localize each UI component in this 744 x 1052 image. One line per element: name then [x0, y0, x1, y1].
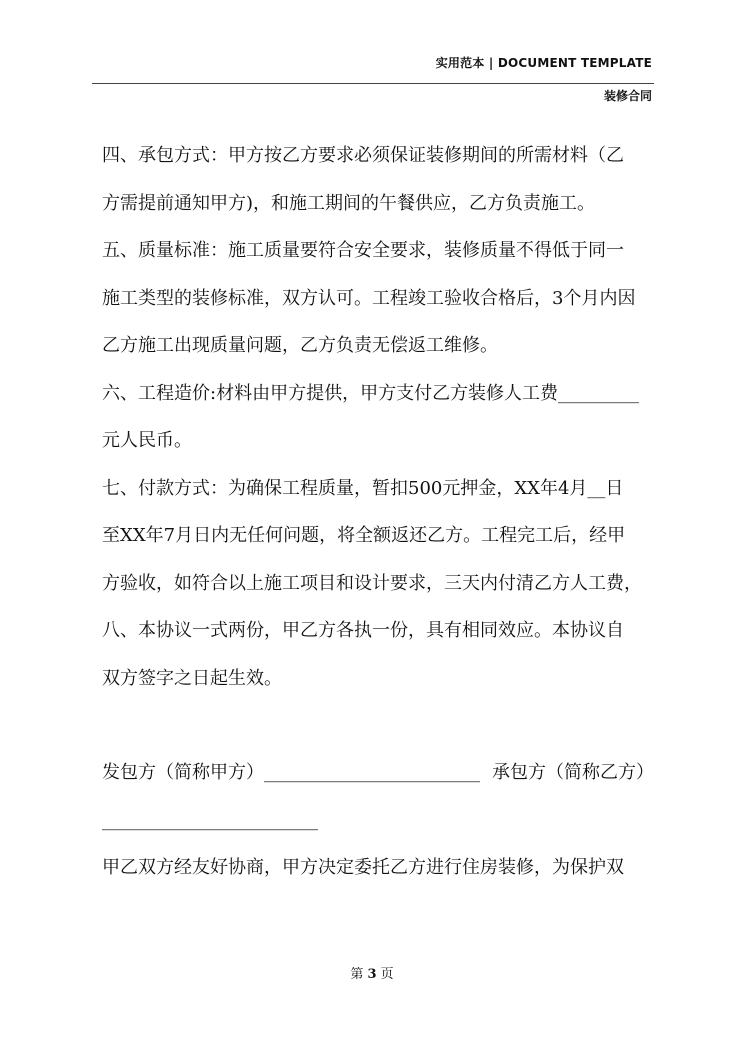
page-number: 3	[367, 967, 377, 982]
document-body	[102, 138, 654, 898]
paragraph-line: 至XX年7月日内无任何问题，将全额返还乙方。工程完工后，经甲	[102, 525, 626, 546]
paragraph-line: 元人民币。	[102, 430, 192, 451]
paragraph-line: 方需提前通知甲方)，和施工期间的午餐供应，乙方负责施工。	[102, 192, 596, 214]
closing-line: 甲乙双方经友好协商，甲方决定委托乙方进行住房装修，为保护双	[102, 857, 624, 878]
paragraph-line: 四、承包方式：甲方按乙方要求必须保证装修期间的所需材料（乙	[102, 145, 624, 166]
paragraph-line: 施工类型的装修标准，双方认可。工程竣工验收合格后，3个月内因	[102, 287, 636, 309]
party-a-signature: 发包方（简称甲方）________________________	[102, 762, 480, 783]
footer-prefix: 第	[350, 967, 364, 982]
party-b-blank: ________________________	[102, 809, 318, 831]
paragraph-line: 乙方施工出现质量问题，乙方负责无偿返工维修。	[102, 335, 498, 356]
paragraph-line: 双方签字之日起生效。	[102, 667, 282, 689]
page-header-brand: 实用范本 | DOCUMENT TEMPLATE	[435, 56, 652, 70]
blank-gap	[102, 708, 654, 755]
signature-line	[102, 755, 654, 803]
paragraph-line: 七、付款方式：为确保工程质量，暂扣500元押金，XX年4月__日	[102, 477, 624, 499]
paragraph-line: 八、本协议一式两份，甲乙方各执一份，具有相同效应。本协议自	[102, 620, 624, 641]
page-footer	[0, 963, 744, 982]
page-header-rule	[92, 83, 654, 84]
party-b-signature: 承包方（简称乙方）	[492, 762, 654, 783]
paragraph-line: 五、质量标准：施工质量要符合安全要求，装修质量不得低于同一	[102, 240, 624, 261]
page-header-title: 装修合同	[603, 89, 652, 103]
footer-suffix: 页	[380, 967, 394, 982]
paragraph-line: 方验收，如符合以上施工项目和设计要求，三天内付清乙方人工费，	[102, 572, 642, 594]
paragraph-line: 六、工程造价:材料由甲方提供，甲方支付乙方装修人工费_________	[102, 382, 640, 404]
